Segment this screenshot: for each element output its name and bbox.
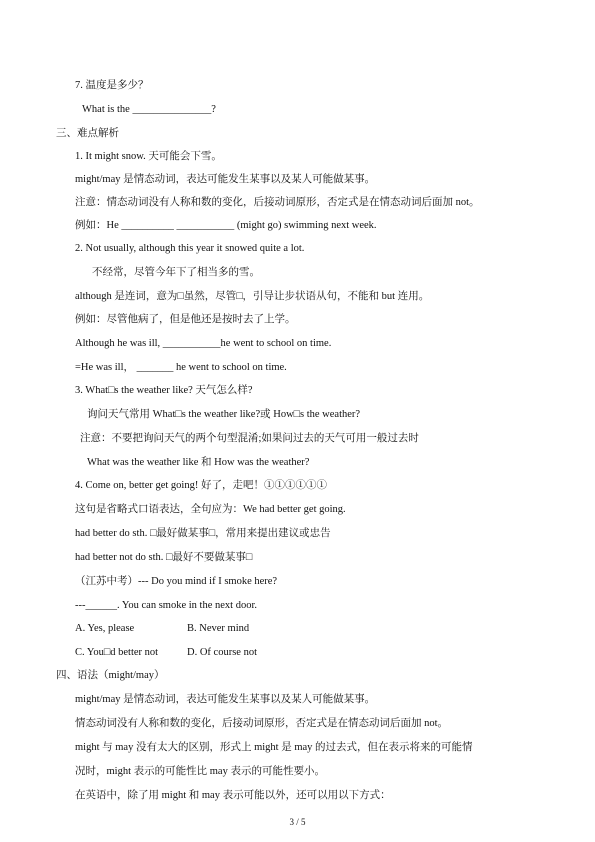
point-4-usage-1: had better do sth. □最好做某事□，常用来提出建议或忠告: [75, 528, 331, 539]
section-4-heading: 四、语法（might/may）: [56, 670, 165, 681]
point-1-example: 例如：He __________ ___________ (might go) swimming next week.: [75, 220, 377, 231]
question-7: 7. 温度是多少？: [75, 80, 149, 91]
point-3-explanation: 询问天气常用 What□s the weather like?或 How□s the weather?: [87, 409, 361, 420]
point-3-note: 注意：不要把询问天气的两个句型混淆;如果问过去的天气可用一般过去时: [80, 433, 419, 444]
point-2-example: 例如：尽管他病了，但是他还是按时去了上学。: [75, 314, 296, 325]
section-3-heading: 三、难点解析: [56, 128, 119, 139]
point-1-explanation: might/may 是情态动词，表达可能发生某事以及某人可能做某事。: [75, 174, 376, 185]
point-2-example-blank-2: =He was ill， _______ he went to school on time.: [75, 362, 287, 373]
option-c: C. You□d better not: [75, 647, 159, 658]
grammar-line-3: might 与 may 没有太大的区别，形式上 might 是 may 的过去式，但在表示将来的可能情: [75, 742, 473, 753]
option-a: A. Yes, please: [75, 623, 135, 634]
option-b: B. Never mind: [187, 623, 250, 634]
grammar-line-5: 在英语中，除了用 might 和 may 表示可能以外，还可以用以下方式：: [75, 790, 391, 801]
point-4-explanation: 这句是省略式口语表达，全句应为：We had better get going.: [75, 504, 346, 515]
point-2-explanation: although 是连词，意为□虽然，尽管□，引导让步状语从句，不能和 but 连用。: [75, 291, 430, 302]
point-1-note: 注意：情态动词没有人称和数的变化，后接动词原形，否定式是在情态动词后面加 not。: [75, 197, 480, 208]
question-7-blank: What is the _______________?: [82, 104, 216, 115]
exam-question: （江苏中考）--- Do you mind if I smoke here?: [75, 576, 278, 587]
point-2-example-blank-1: Although he was ill, ___________he went to school on time.: [75, 338, 332, 349]
point-2-title: 2. Not usually, although this year it snowed quite a lot.: [75, 243, 305, 254]
page-number: 3 / 5: [289, 817, 306, 827]
point-4-title: 4. Come on, better get going! 好了，走吧！①①①①①①: [75, 480, 327, 491]
grammar-line-1: might/may 是情态动词，表达可能发生某事以及某人可能做某事。: [75, 694, 376, 705]
point-1-title: 1. It might snow. 天可能会下雪。: [75, 151, 222, 162]
point-3-title: 3. What□s the weather like? 天气怎么样?: [75, 385, 253, 396]
exam-question-answer: ---______. You can smoke in the next door.: [75, 600, 257, 611]
point-3-note-example: What was the weather like 和 How was the weather?: [87, 457, 310, 468]
grammar-line-4: 况时，might 表示的可能性比 may 表示的可能性要小。: [75, 766, 325, 777]
option-d: D. Of course not: [187, 647, 257, 658]
point-2-translation: 不经常，尽管今年下了相当多的雪。: [92, 267, 260, 278]
grammar-line-2: 情态动词没有人称和数的变化，后接动词原形，否定式是在情态动词后面加 not。: [75, 718, 449, 729]
point-4-usage-2: had better not do sth. □最好不要做某事□: [75, 552, 253, 563]
